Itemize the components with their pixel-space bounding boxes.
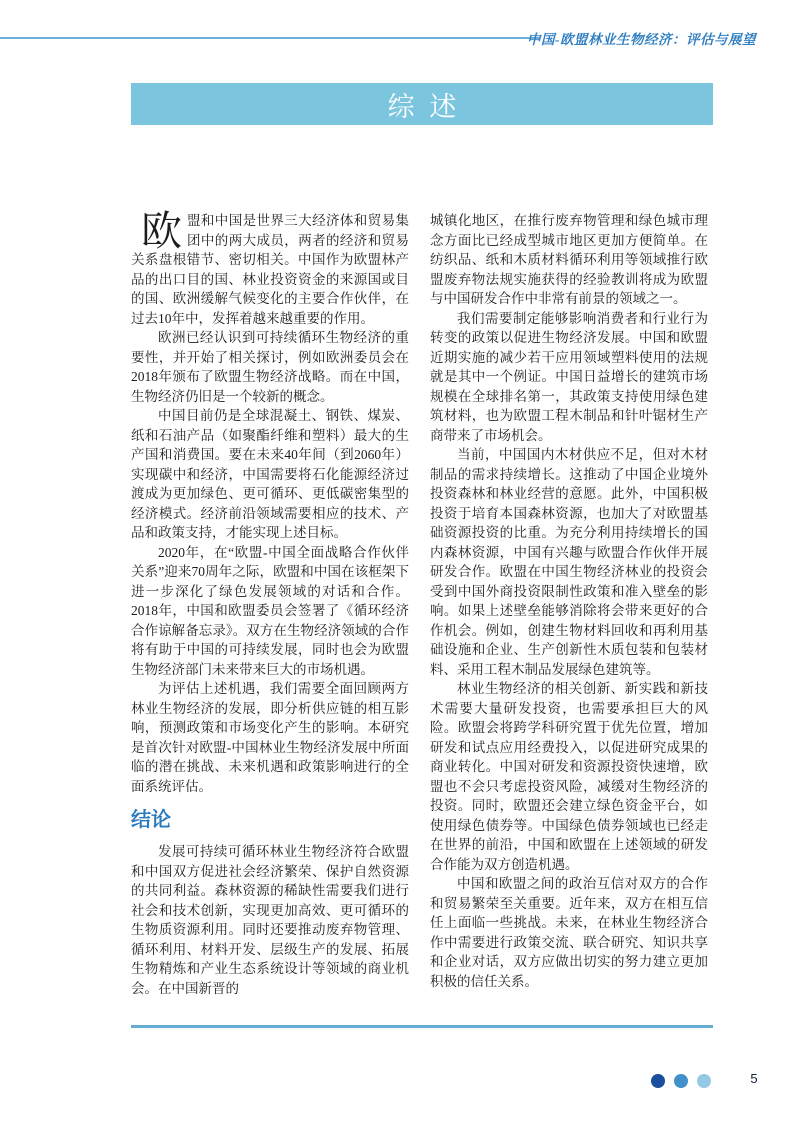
paragraph-continuation: 城镇化地区，在推行废弃物管理和绿色城市理念方面比已经成型城市地区更加方便简单。在纺织品、纸和木质材料循环利用等领域推行欧盟废弃物法规实施获得的经验教训将成为欧盟与中国研发合作中非常有前景的领域之一。 <box>430 213 708 306</box>
section-heading-conclusion: 结论 <box>131 809 171 831</box>
paragraph: 中国和欧盟之间的政治互信对双方的合作和贸易繁荣至关重要。近年来，双方在相互信任上面临一些挑战。未来，在林业生物经济合作中需要进行政策交流、联合研究、知识共享和企业对话，双方应做出切实的努力建立更加积极的信任关系。 <box>430 876 708 989</box>
two-column-body <box>131 208 709 998</box>
paragraph-text: 盟和中国是世界三大经济体和贸易集团中的两大成员，两者的经济和贸易关系盘根错节、密切相关。中国作为欧盟林产品的出口目的国、林业投资资金的来源国或目的国、欧洲缓解气候变化的主要合作伙伴，在过去10年中，发挥着越来越重要的作用。 <box>131 213 409 326</box>
page-number: 5 <box>750 1071 758 1086</box>
footer-rule-line <box>131 1025 713 1028</box>
dropcap-character: 欧 <box>141 208 182 254</box>
left-column <box>131 208 409 998</box>
paragraph: 2020年，在“欧盟-中国全面战略合作伙伴关系”迎来70周年之际，欧盟和中国在该框架下进一步深化了绿色发展领域的对话和合作。2018年，中国和欧盟委员会签署了《循环经济合作谅解备忘录》。双方在生物经济领域的合作将有助于中国的可持续发展，同时也会为欧盟生物经济部门未来带来巨大的市场机遇。 <box>131 544 409 677</box>
chapter-banner <box>131 83 713 125</box>
footer-dot-dark-icon <box>651 1074 665 1088</box>
footer-dots <box>651 1074 711 1088</box>
paragraph: 发展可持续可循环林业生物经济符合欧盟和中国双方促进社会经济繁荣、保护自然资源的共同利益。森林资源的稀缺性需要我们进行社会和技术创新，实现更加高效、更可循环的生物质资源利用。同时还要推动废弃物管理、循环利用、材料开发、层级生产的发展、拓展生物精炼和产业生态系统设计等领域的商业机会。在中国新晋的 <box>131 844 409 996</box>
paragraph: 欧洲已经认识到可持续循环生物经济的重要性，并开始了相关探讨，例如欧洲委员会在2018年颁布了欧盟生物经济战略。而在中国，生物经济仍旧是一个较新的概念。 <box>131 330 409 404</box>
paragraph: 我们需要制定能够影响消费者和行业行为转变的政策以促进生物经济发展。中国和欧盟近期实施的减少若干应用领域塑料使用的法规就是其中一个例证。中国日益增长的建筑市场规模在全球排名第一，其政策支持使用绿色建筑材料，也为欧盟工程木制品和针叶锯材生产商带来了市场机会。 <box>430 310 708 443</box>
paragraph: 当前，中国国内木材供应不足，但对木材制品的需求持续增长。这推动了中国企业境外投资森林和林业经营的意愿。此外，中国积极投资于培育本国森林资源，也加大了对欧盟基础资源投资的比重。为充分利用持续增长的国内森林资源，中国有兴趣与欧盟合作伙伴开展研发合作。欧盟在中国生物经济林业的投资会受到中国外商投资限制性政策和准入壁垒的影响。如果上述壁垒能够消除将会带来更好的合作机会。例如，创建生物材料回收和再利用基础设施和企业、生产创新性木质包装和包装材料、采用工程木制品发展绿色建筑等。 <box>430 447 708 677</box>
footer-dot-light-icon <box>697 1074 711 1088</box>
footer-dot-medium-icon <box>674 1074 688 1088</box>
paragraph-dropcap <box>131 208 409 328</box>
paragraph: 为评估上述机遇，我们需要全面回顾两方林业生物经济的发展，即分析供应链的相互影响，预测政策和市场变化产生的影响。本研究是首次针对欧盟-中国林业生物经济发展中所面临的潜在挑战、未来机遇和政策影响进行的全面系统评估。 <box>131 681 409 794</box>
paragraph: 林业生物经济的相关创新、新实践和新技术需要大量研发投资，也需要承担巨大的风险。欧盟会将跨学科研究置于优先位置，增加研发和试点应用经费投入，以促进研究成果的商业转化。中国对研发和资源投资快速增，欧盟也不会只考虑投资风险，减缓对生物经济的投资。同时，欧盟还会建立绿色资金平台，如使用绿色债券等。中国绿色债券领域也已经走在世界的前沿，中国和欧盟在上述领域的研发合作能为双方创造机遇。 <box>430 681 708 872</box>
paragraph: 中国目前仍是全球混凝土、钢铁、煤炭、纸和石油产品（如聚酯纤维和塑料）最大的生产国和消费国。要在未来40年间（到2060年）实现碳中和经济，中国需要将石化能源经济过渡成为更加绿色、更可循环、更低碳密集型的经济模式。经济前沿领域需要相应的技术、产品和政策支持，才能实现上述目标。 <box>131 408 409 540</box>
right-column <box>430 211 708 998</box>
running-header-title: 中国-欧盟林业生物经济：评估与展望 <box>527 32 756 47</box>
chapter-title: 综述 <box>387 91 472 122</box>
